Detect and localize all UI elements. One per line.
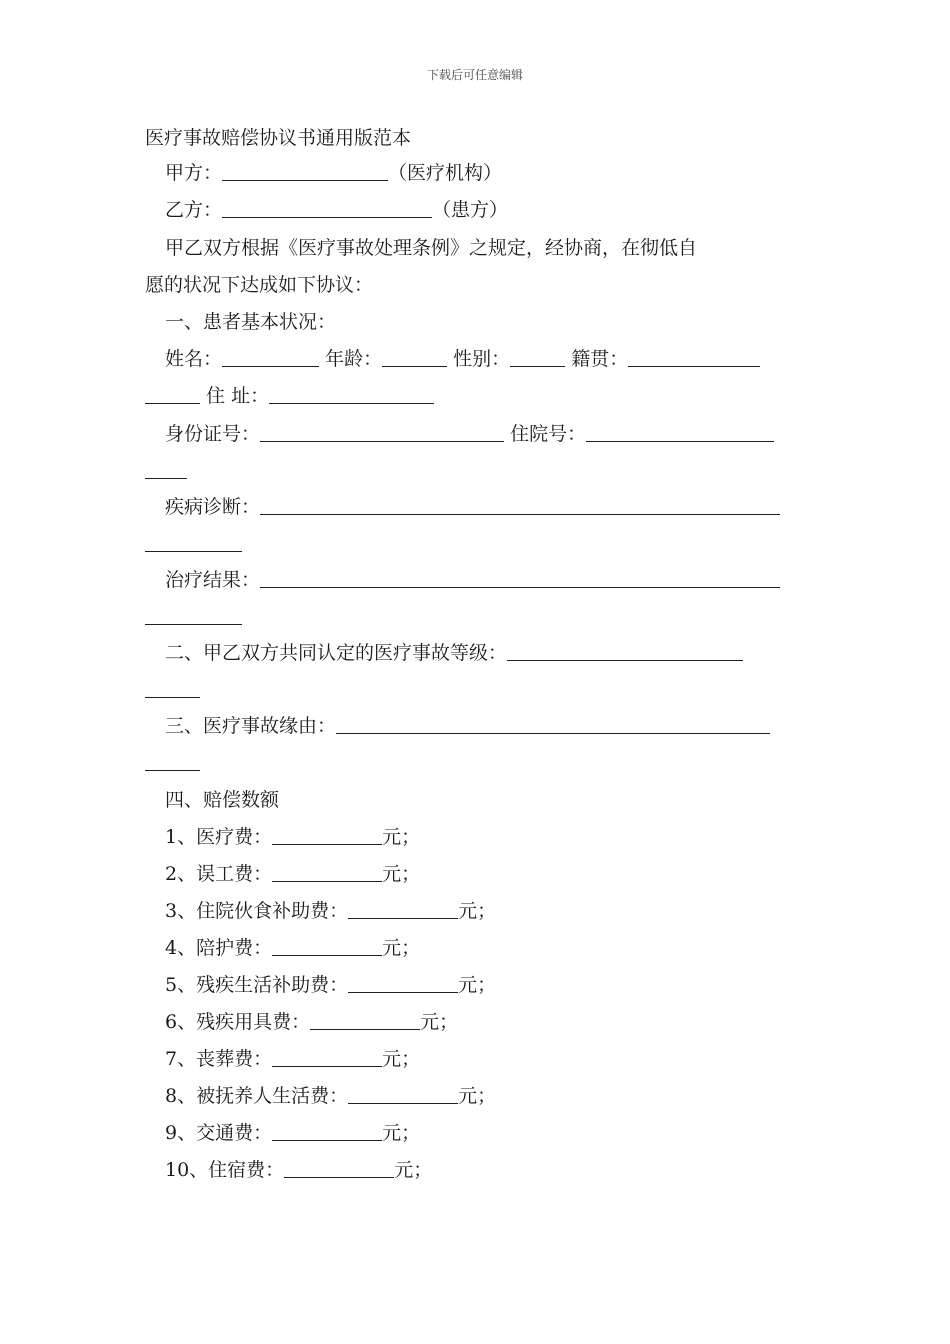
party-b-note: （患方） [432, 199, 509, 221]
compensation-item-blank[interactable] [272, 935, 382, 956]
compensation-item-label: 5、残疾生活补助费： [165, 974, 349, 996]
compensation-item-label: 7、丧葬费： [165, 1048, 273, 1070]
inpatient-blank[interactable] [586, 421, 774, 442]
diagnosis-line-continued [145, 530, 242, 558]
compensation-item-blank[interactable] [310, 1009, 420, 1030]
address-blank[interactable] [269, 383, 434, 404]
section-3-line [165, 712, 770, 740]
result-line [165, 566, 780, 594]
compensation-unit: 元； [382, 826, 421, 848]
page-header: 下载后可任意编辑 [426, 68, 523, 82]
name-label: 姓名： [165, 348, 223, 370]
compensation-unit: 元； [394, 1159, 433, 1181]
gender-label: 性别： [453, 348, 511, 370]
id-line-continued [145, 457, 187, 485]
compensation-item-blank[interactable] [272, 1120, 382, 1141]
inpatient-label: 住院号： [510, 423, 587, 445]
id-blank[interactable] [260, 421, 504, 442]
compensation-item-label: 1、医疗费： [165, 826, 273, 848]
section-3-line-continued [145, 749, 200, 777]
age-blank[interactable] [382, 346, 447, 367]
party-b-line [165, 196, 508, 224]
diagnosis-blank[interactable] [260, 494, 780, 515]
origin-blank[interactable] [628, 346, 760, 367]
compensation-item [165, 1045, 420, 1073]
compensation-item-label: 9、交通费： [165, 1122, 273, 1144]
compensation-item-label: 6、残疾用具费： [165, 1011, 311, 1033]
gender-blank[interactable] [510, 346, 565, 367]
compensation-item [165, 1008, 458, 1036]
compensation-item-blank[interactable] [272, 861, 382, 882]
compensation-item-label: 4、陪护费： [165, 937, 273, 959]
result-line-continued [145, 603, 242, 631]
compensation-unit: 元； [382, 1048, 421, 1070]
result-blank[interactable] [260, 567, 780, 588]
section-3-heading: 三、医疗事故缘由： [165, 715, 337, 737]
party-b-blank[interactable] [222, 197, 432, 218]
diagnosis-blank-continued[interactable] [145, 531, 242, 552]
party-a-note: （医疗机构） [388, 162, 503, 184]
compensation-item [165, 971, 496, 999]
party-b-label: 乙方： [165, 199, 223, 221]
compensation-unit: 元； [382, 1122, 421, 1144]
result-label: 治疗结果： [165, 569, 261, 591]
party-a-line [165, 159, 502, 187]
compensation-item-blank[interactable] [348, 898, 458, 919]
compensation-item [165, 860, 420, 888]
compensation-unit: 元； [458, 974, 497, 996]
party-a-blank[interactable] [222, 160, 388, 181]
id-line [165, 420, 774, 448]
compensation-item-blank[interactable] [272, 824, 382, 845]
id-label: 身份证号： [165, 423, 261, 445]
compensation-item-label: 10、住宿费： [165, 1159, 285, 1181]
compensation-unit: 元； [420, 1011, 459, 1033]
compensation-item [165, 1119, 420, 1147]
intro-line-1: 甲乙双方根据《医疗事故处理条例》之规定，经协商，在彻低自 [165, 237, 698, 259]
compensation-item-blank[interactable] [284, 1157, 394, 1178]
section-2-line [165, 639, 743, 667]
compensation-item [165, 1082, 496, 1110]
address-label: 住 址： [206, 385, 270, 407]
compensation-item [165, 934, 420, 962]
compensation-item [165, 1156, 432, 1184]
section-2-line-continued [145, 676, 200, 704]
compensation-item [165, 823, 420, 851]
compensation-item-blank[interactable] [272, 1046, 382, 1067]
compensation-unit: 元； [458, 900, 497, 922]
section-4-heading: 四、赔偿数额 [165, 789, 280, 811]
compensation-item [165, 897, 496, 925]
accident-cause-blank-continued[interactable] [145, 750, 200, 771]
section-2-heading: 二、甲乙双方共同认定的医疗事故等级： [165, 642, 508, 664]
address-line [145, 382, 434, 410]
compensation-item-blank[interactable] [348, 1083, 458, 1104]
compensation-item-label: 3、住院伙食补助费： [165, 900, 349, 922]
diagnosis-line [165, 493, 780, 521]
party-a-label: 甲方： [165, 162, 223, 184]
intro-line-2: 愿的状况下达成如下协议： [145, 274, 374, 296]
patient-info-line [165, 345, 760, 373]
compensation-item-label: 2、误工费： [165, 863, 273, 885]
compensation-unit: 元； [382, 863, 421, 885]
accident-grade-blank-continued[interactable] [145, 677, 200, 698]
diagnosis-label: 疾病诊断： [165, 496, 261, 518]
document-title: 医疗事故赔偿协议书通用版范本 [145, 127, 412, 149]
compensation-unit: 元； [458, 1085, 497, 1107]
compensation-item-label: 8、被抚养人生活费： [165, 1085, 349, 1107]
inpatient-blank-continued[interactable] [145, 458, 187, 479]
name-blank[interactable] [222, 346, 319, 367]
compensation-item-blank[interactable] [348, 972, 458, 993]
accident-cause-blank[interactable] [336, 713, 770, 734]
section-1-heading: 一、患者基本状况： [165, 311, 337, 333]
compensation-unit: 元； [382, 937, 421, 959]
origin-blank-continued[interactable] [145, 383, 200, 404]
result-blank-continued[interactable] [145, 604, 242, 625]
age-label: 年龄： [325, 348, 383, 370]
origin-label: 籍贯： [571, 348, 629, 370]
accident-grade-blank[interactable] [507, 640, 743, 661]
